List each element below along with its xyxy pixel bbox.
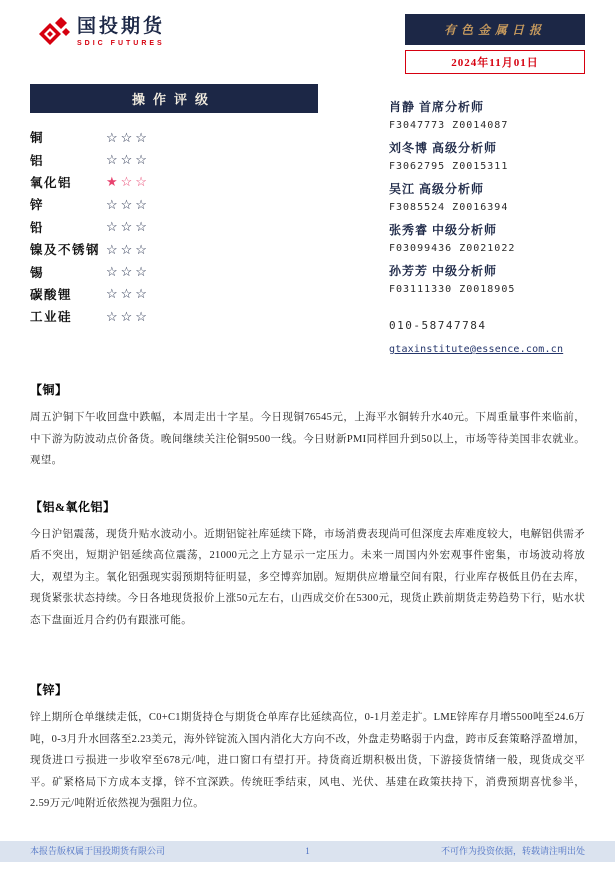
analyst-entry [389,98,585,131]
page-footer [0,841,615,862]
brand-subtitle: SDIC FUTURES [77,39,165,47]
metal-name: 铅 [30,220,45,235]
star-rating: ☆☆☆ [106,241,150,257]
sdic-logo-icon [30,14,70,50]
brand-logo [30,14,165,50]
rating-row [30,148,318,170]
star-rating: ☆☆☆ [106,286,150,302]
section-body: 周五沪铜下午收回盘中跌幅，本周走出十字星。今日现铜76545元，上海平水铜转升水40元。下周重量事件来临前，中下游为防波动点价备货。晚间继续关注伦铜9500一线。今日财新PMI同样回升到50以上，市场等待美国非农就业。观望。 [30,412,585,466]
footer-copyright: 本报告版权属于国投期货有限公司 [30,846,166,857]
report-title: 有色金属日报 [405,14,585,45]
analyst-codes: F3085524 Z0016394 [389,202,509,213]
analyst-codes: F3047773 Z0014087 [389,120,509,131]
page-header [0,0,615,74]
info-columns [0,84,615,357]
analyst-name-title: 肖静 首席分析师 [389,100,485,114]
analyst-name-title: 张秀睿 中级分析师 [389,223,498,237]
report-date: 2024年11月01日 [405,50,585,74]
rating-row [30,238,318,260]
section-body: 今日沪铝震荡，现货升贴水波动小。近期铝锭社库延续下降，市场消费表现尚可但深度去库难度较大，电解铝供需矛盾不突出，短期沪铝延续高位震荡，21000元之上方显示一定压力。未来一周国内外宏观事件密集，市场波动将放大，观望为主。氧化铝强现实弱预期特征明显，多空博弈加剧。短期供应增量空间有限，行业库存极低且仍在去库，现货紧张状态持续。今日各地现货报价上涨50元左右，山西成交价在5300元，现货止跌前期货走势趋势下行，贴水状态下盘面近月合约仍有跟涨可能。 [30,528,585,626]
brand-name: 国投期货 [77,16,166,38]
star-rating: ★☆☆ [106,174,150,190]
analyst-codes: F03099436 Z0021022 [389,243,516,254]
footer-page-number: 1 [305,846,310,857]
analysts-panel [389,84,585,357]
metal-name: 镍及不锈钢 [30,243,101,258]
contact-phone: 010-58747784 [389,319,487,332]
star-rating: ☆☆☆ [106,129,150,145]
rating-row [30,283,318,305]
rating-row [30,305,318,327]
star-rating: ☆☆☆ [106,152,150,168]
ratings-header: 操作评级 [30,84,318,113]
metal-name: 锌 [30,198,45,213]
metal-name: 碳酸锂 [30,287,73,302]
report-meta [405,14,585,74]
star-rating: ☆☆☆ [106,196,150,212]
analyst-entry [389,139,585,172]
section-heading: 【锌】 [30,683,68,697]
analyst-entry [389,262,585,295]
rating-row [30,260,318,282]
report-section [30,381,585,472]
section-body: 锌上期所仓单继续走低，C0+C1期货持仓与期货仓单库存比延续高位，0-1月差走扩。LME锌库存月增5500吨至24.6万吨，0-3月升水回落至2.23美元，海外锌锭流入国内消化大方向不改，外盘走势略弱于内盘，跨市反套策略浮盈增加，现货进口亏损进一步收窄至678元/吨，进口窗口有望打开。持货商近期积极出货，下游接货情绪一般，现货成交平平。矿紧格局下方成本支撑，锌不宜深跌。传统旺季结束，风电、光伏、基建在政策扶持下，消费预期喜忧参半，2.59万元/吨附近依然视为强阻力位。 [30,712,585,809]
ratings-panel [30,84,318,357]
analyst-name-title: 孙芳芳 中级分析师 [389,264,498,278]
analyst-name-title: 吴江 高级分析师 [389,182,485,196]
metal-name: 锡 [30,265,45,280]
report-section [30,498,585,632]
report-section [30,681,585,815]
rating-row [30,126,318,148]
rating-row [30,193,318,215]
star-rating: ☆☆☆ [106,264,150,280]
analyst-name-title: 刘冬博 高级分析师 [389,141,498,155]
contact-email-link[interactable]: gtaxinstitute@essence.com.cn [389,344,564,355]
star-rating: ☆☆☆ [106,219,150,235]
rating-row [30,171,318,193]
metal-name: 铝 [30,153,45,168]
ratings-list [30,126,318,328]
report-sections [0,381,615,815]
metal-name: 铜 [30,131,45,146]
analyst-codes: F03111330 Z0018905 [389,284,516,295]
analyst-entry [389,221,585,254]
section-heading: 【铜】 [30,383,68,397]
rating-row [30,216,318,238]
section-heading: 【铝&氧化铝】 [30,499,116,514]
analysts-list [389,98,585,295]
footer-disclaimer: 不可作为投资依据，转载请注明出处 [440,846,585,857]
contact-block [389,319,585,357]
analyst-entry [389,180,585,213]
analyst-codes: F3062795 Z0015311 [389,161,509,172]
metal-name: 氧化铝 [30,175,73,190]
star-rating: ☆☆☆ [106,308,150,324]
brand-text [77,17,165,47]
metal-name: 工业硅 [30,310,73,325]
